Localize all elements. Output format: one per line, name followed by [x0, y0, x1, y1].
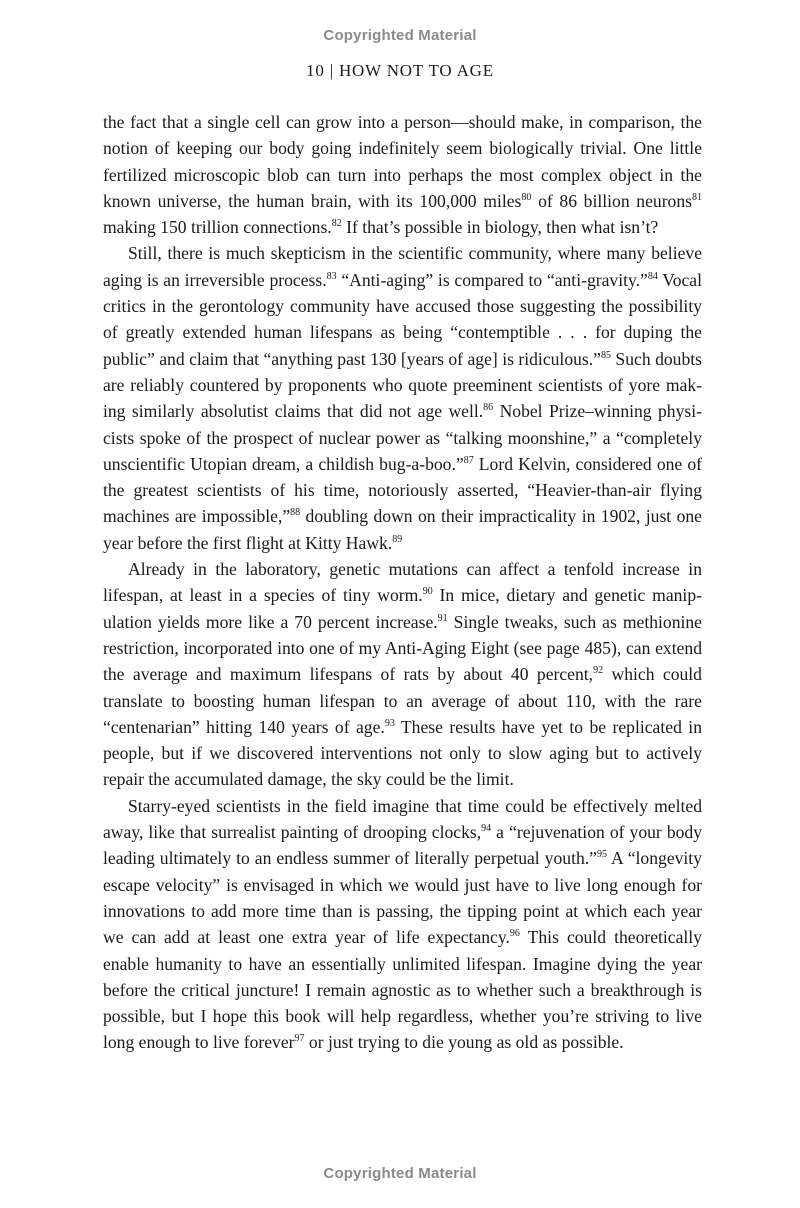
footnote-ref: 90	[422, 586, 433, 598]
footnote-ref: 86	[483, 402, 494, 414]
footnote-ref: 95	[596, 849, 607, 861]
copyright-watermark-top: Copyrighted Material	[323, 27, 477, 44]
footnote-ref: 84	[647, 270, 658, 282]
paragraph	[103, 109, 702, 240]
paragraph	[103, 793, 702, 1056]
text-run: In mice, dietary and genetic manipulation yields more like a 70 percent increase.	[103, 585, 702, 632]
paragraph	[103, 556, 702, 793]
text-run: the fact that a single cell can grow into a person—should make, in comparison, the notion of keeping our body going indefinitely seem biologically trivial. One little fertilized microscopic blob can turn into perhaps the most complex object in the known universe, the human brain, with its 100,000 miles	[103, 112, 702, 211]
footnote-ref: 81	[692, 191, 702, 203]
text-run: or just trying to die young as old as possible.	[304, 1032, 624, 1053]
footnote-ref: 87	[463, 454, 474, 466]
footnote-ref: 93	[384, 717, 395, 729]
text-run: doubling down on their impracticality in 1902, just one year before the first flight at Kitty Hawk.	[103, 506, 702, 553]
footnote-ref: 97	[294, 1033, 305, 1045]
footnote-ref: 89	[392, 533, 403, 545]
running-head: 10 | HOW NOT TO AGE	[306, 61, 494, 80]
text-run: Vocal critics in the gerontology community have accused those suggesting the possibility of greatly extended human lifespans as being “contemptible . . . for duping the public” and claim that “anything past 130 [years of age] is ridiculous.”	[103, 269, 702, 369]
text-run: A “longevity escape velocity” is envisaged in which we would just have to live long enough for innovations to add more time than is passing, the tipping point at which each year we can add at least one extra year of life expectancy.	[103, 848, 702, 948]
footnote-ref: 94	[481, 823, 492, 835]
footnote-ref: 82	[331, 218, 342, 230]
footnote-ref: 88	[290, 507, 301, 519]
text-run: a “rejuvenation of your body leading ultimately to an endless summer of literally perpetual youth.”	[103, 822, 703, 869]
footnote-ref: 80	[521, 191, 532, 203]
text-run: These results have yet to be replicated in people, but if we discovered interventions not only to slow aging but to actively repair the accumulated damage, the sky could be the limit.	[103, 716, 702, 790]
footnote-ref: 96	[509, 928, 520, 940]
text-run: making 150 trillion connections.	[103, 217, 332, 238]
text-run: Such doubts are reliably countered by proponents who quote preeminent scientists of yore making similarly absolutist claims that did not age well.	[103, 348, 702, 422]
text-run: which could translate to boosting human lifespan to an average of about 110, with the rare “centenarian” hitting 140 years of age.	[103, 664, 702, 737]
paragraph	[103, 240, 702, 556]
text-run: This could theoretically enable humanity to have an essentially unlimited lifespan. Imagine dying the year before the critical juncture! I remain agnostic as to whether such a breakthrough is possible, but I hope this book will help regardless, whether you’re striving to live long enough to live forever	[103, 927, 702, 1053]
text-run: Starry-eyed scientists in the field imagine that time could be effectively melted away, like that surrealist painting of drooping clocks,	[103, 795, 702, 843]
text-run: “Anti-aging” is compared to “anti-gravity.”	[336, 269, 648, 290]
copyright-watermark-bottom: Copyrighted Material	[323, 1165, 477, 1182]
text-run: of 86 billion neurons	[531, 190, 692, 211]
text-run: If that’s possible in biology, then what isn’t?	[341, 217, 659, 238]
footnote-ref: 92	[593, 665, 604, 677]
text-run: Single tweaks, such as methionine restriction, incorporated into one of my Anti-Aging Eight (see page 485), can extend the average and maximum lifespans of rats by about 40 percent,	[103, 611, 702, 685]
text-run: Nobel Prize–winning physicists spoke of the prospect of nuclear power as “talking moonshine,” a “completely unscientific Utopian dream, a childish bug-a-boo.”	[103, 401, 702, 474]
footnote-ref: 85	[600, 349, 611, 361]
footnote-ref: 83	[326, 270, 337, 282]
text-run: Still, there is much skepticism in the scientific community, where many believe aging is an irreversible process.	[103, 243, 702, 290]
body-text	[103, 109, 702, 1056]
text-run: Already in the laboratory, genetic mutations can affect a tenfold increase in lifespan, at least in a species of tiny worm.	[103, 559, 702, 606]
footnote-ref: 91	[437, 612, 448, 624]
text-run: Lord Kelvin, considered one of the greatest scientists of his time, notoriously asserted, “Heavier-than-air flying machines are impossible,”	[103, 453, 702, 527]
